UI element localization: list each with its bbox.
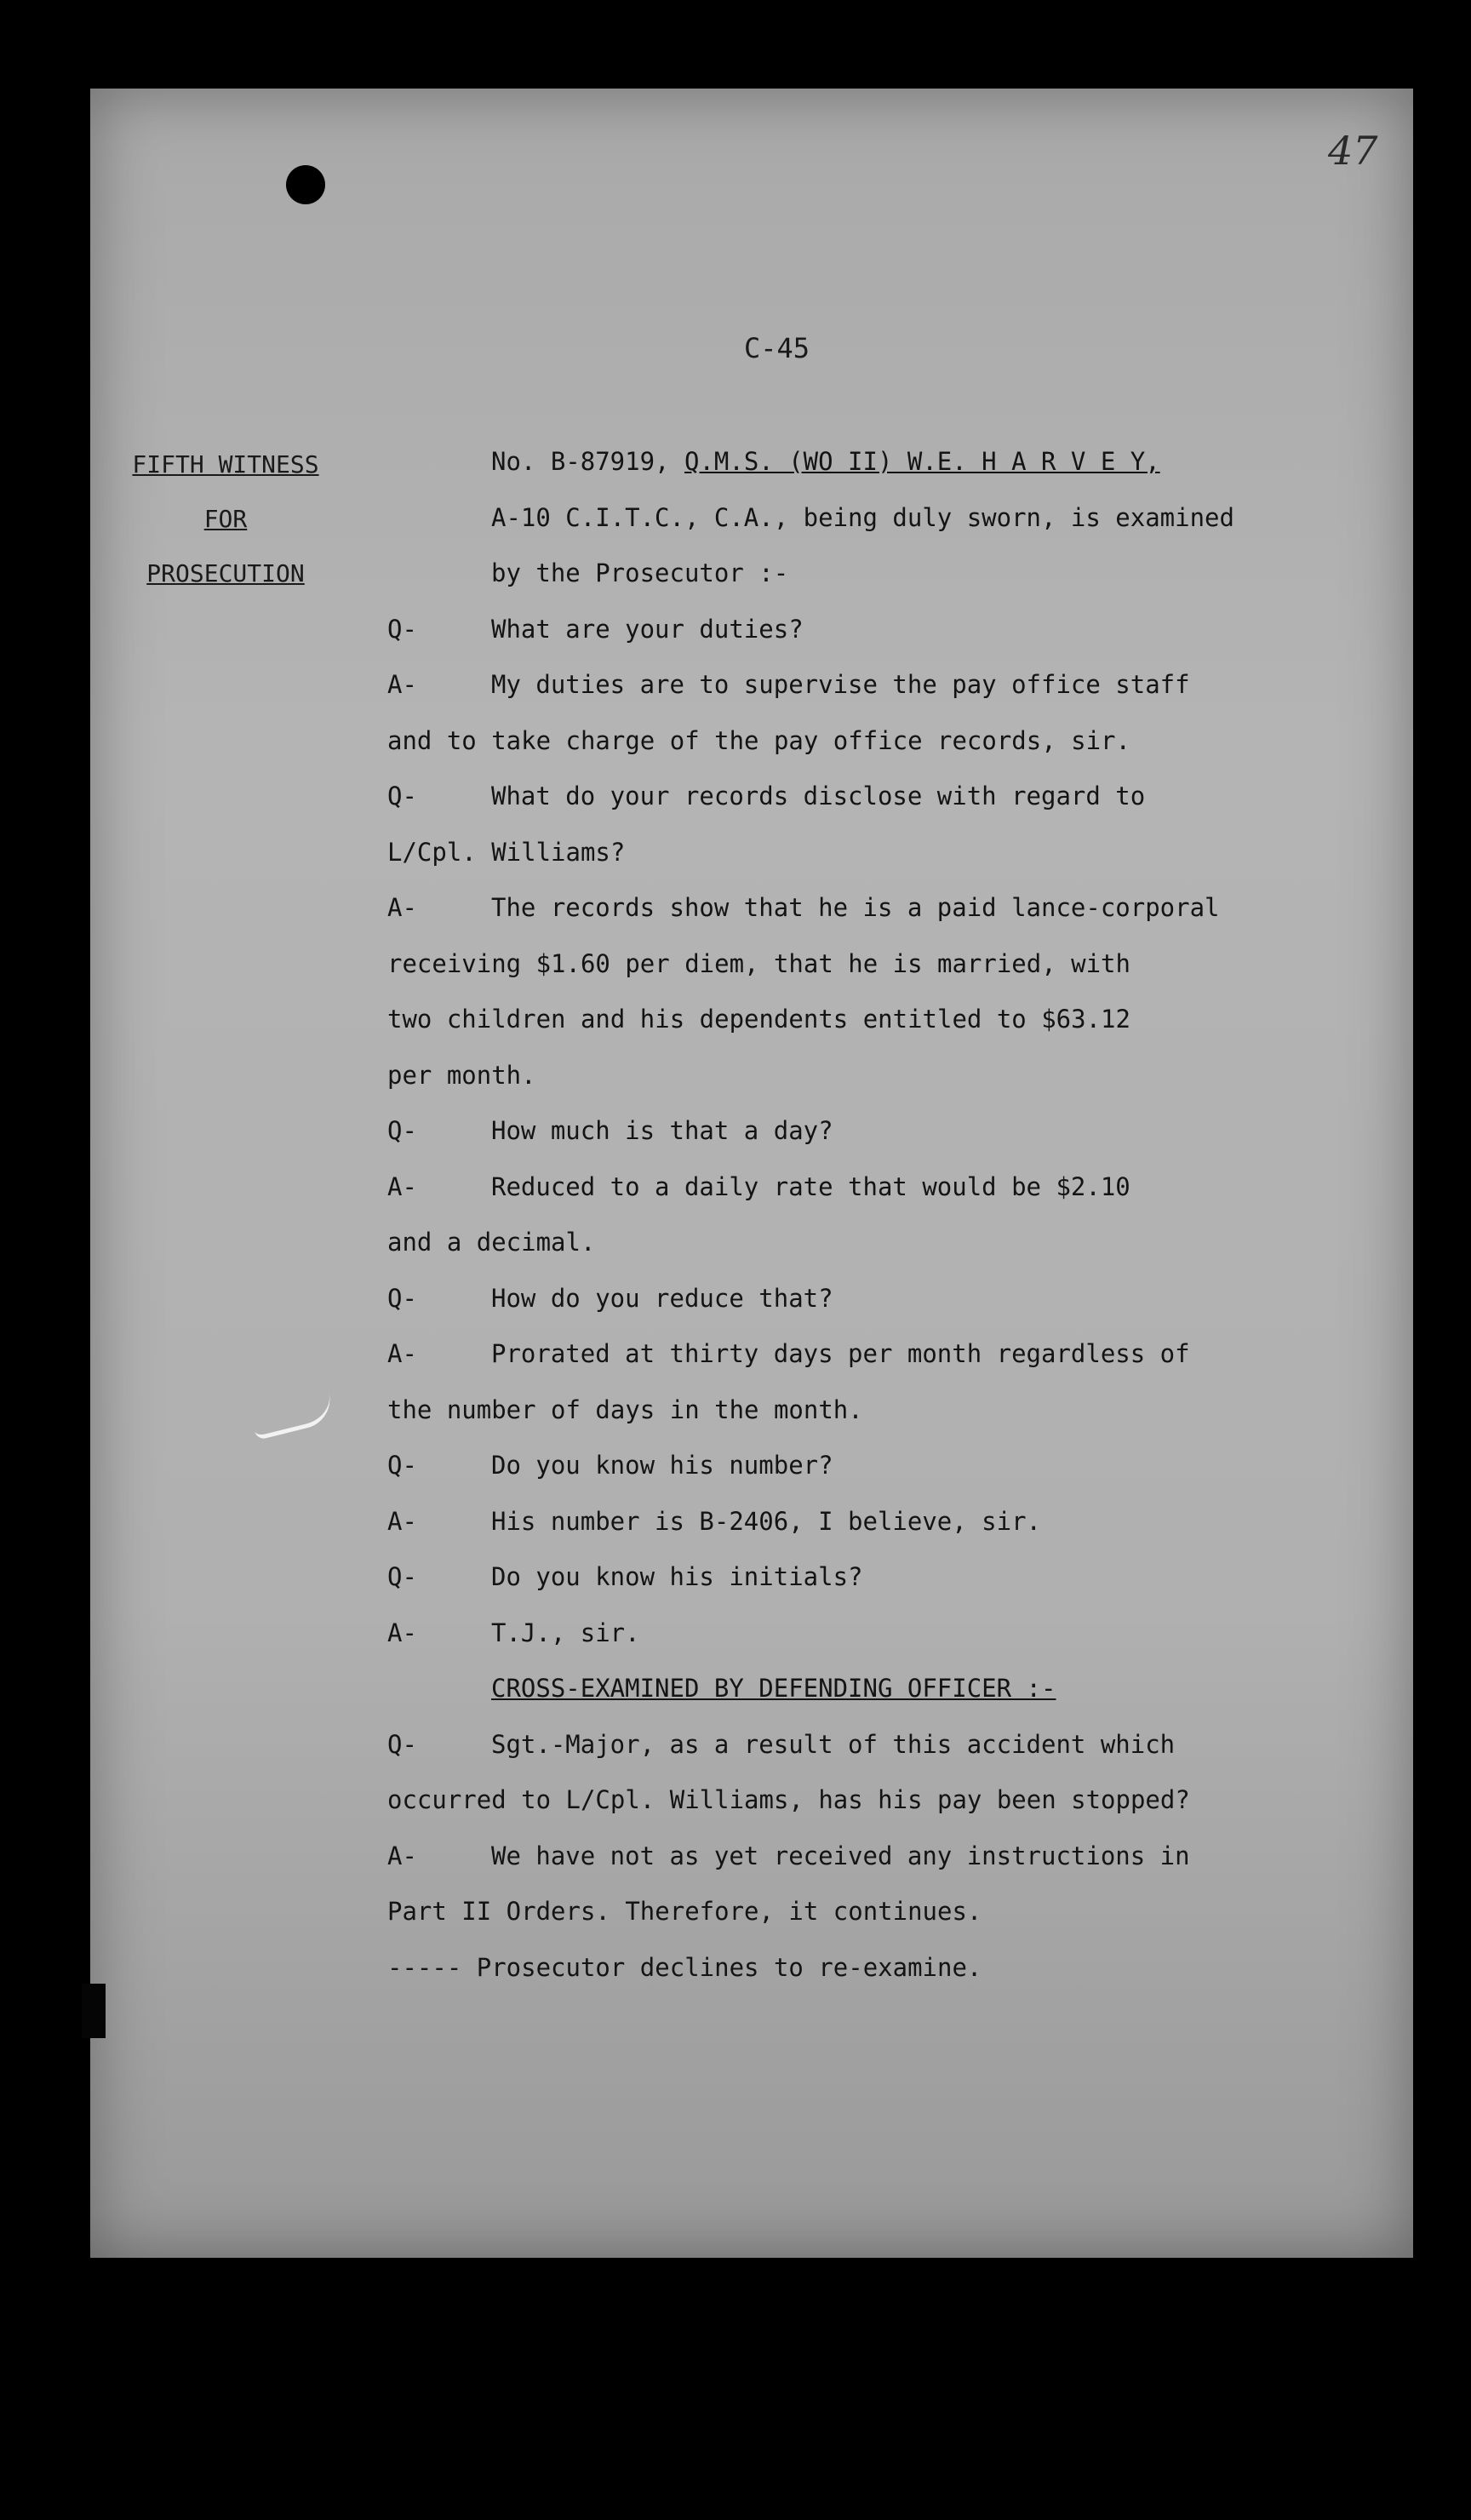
qa-marker: A- (387, 1618, 417, 1647)
margin-heading-line: PROSECUTION (146, 559, 305, 587)
testimony-text: Do you know his number? (491, 1451, 833, 1480)
testimony-text: His number is B-2406, I believe, sir. (491, 1506, 1042, 1536)
margin-heading-line: FOR (203, 505, 248, 533)
testimony-line (387, 1326, 1332, 1383)
testimony-line (387, 1494, 1332, 1550)
testimony-line (387, 713, 1332, 770)
qa-marker: Q- (387, 1729, 417, 1759)
testimony-text: Sgt.-Major, as a result of this accident which (491, 1729, 1176, 1759)
testimony-body (387, 434, 1332, 1996)
testimony-line (387, 825, 1332, 881)
handwritten-page-number: 47 (1328, 128, 1378, 174)
testimony-text: How do you reduce that? (491, 1283, 833, 1313)
qa-marker: A- (387, 893, 417, 922)
qa-marker: Q- (387, 1116, 417, 1145)
qa-marker: A- (387, 1171, 417, 1201)
testimony-line (387, 936, 1332, 993)
cross-examination (387, 1717, 1332, 1940)
testimony-line (387, 1549, 1332, 1606)
testimony-text: T.J., sir. (491, 1618, 640, 1647)
qa-marker: A- (387, 1339, 417, 1368)
testimony-line (387, 657, 1332, 713)
closing-line: ----- Prosecutor declines to re-examine. (387, 1952, 982, 1982)
testimony-line (387, 602, 1332, 658)
direct-examination (387, 602, 1332, 1662)
qa-marker: A- (387, 1841, 417, 1870)
testimony-text: and a decimal. (387, 1228, 596, 1257)
testimony-line (387, 1383, 1332, 1439)
testimony-text: the number of days in the month. (387, 1395, 863, 1424)
testimony-line (387, 880, 1332, 936)
qa-marker: A- (387, 670, 417, 699)
testimony-text: What are your duties? (491, 614, 804, 644)
testimony-text: and to take charge of the pay office records, sir. (387, 725, 1130, 755)
margin-heading (111, 438, 341, 601)
testimony-line (387, 769, 1332, 825)
testimony-line (387, 1606, 1332, 1662)
testimony-line (387, 1048, 1332, 1104)
testimony-line (387, 1829, 1332, 1885)
testimony-line (387, 1160, 1332, 1216)
testimony-line (387, 1215, 1332, 1271)
testimony-line (387, 1103, 1332, 1160)
witness-number: No. B-87919, (491, 447, 684, 476)
witness-unit-line: A-10 C.I.T.C., C.A., being duly sworn, is examined (491, 502, 1234, 532)
qa-marker: Q- (387, 614, 417, 644)
testimony-line (387, 1438, 1332, 1494)
qa-marker: Q- (387, 1451, 417, 1480)
testimony-text: We have not as yet received any instructions in (491, 1841, 1190, 1870)
testimony-line (387, 1717, 1332, 1773)
testimony-text: Prorated at thirty days per month regardless of (491, 1339, 1190, 1368)
testimony-text: occurred to L/Cpl. Williams, has his pay been stopped? (387, 1785, 1190, 1814)
punch-hole (286, 165, 325, 204)
examined-by-line: by the Prosecutor :- (491, 558, 789, 587)
testimony-text: receiving $1.60 per diem, that he is married, with (387, 948, 1130, 978)
testimony-text: Part II Orders. Therefore, it continues. (387, 1897, 982, 1926)
testimony-text: Do you know his initials? (491, 1562, 863, 1591)
testimony-text: What do your records disclose with regard to (491, 782, 1146, 810)
qa-marker: Q- (387, 1283, 417, 1313)
testimony-text: Reduced to a daily rate that would be $2.10 (491, 1171, 1130, 1201)
testimony-text: two children and his dependents entitled to $63.12 (387, 1005, 1130, 1034)
testimony-text: My duties are to supervise the pay office staff (491, 670, 1190, 699)
qa-marker: Q- (387, 782, 417, 810)
testimony-text: L/Cpl. Williams? (387, 837, 626, 867)
testimony-line (387, 992, 1332, 1048)
page-code: C-45 (744, 332, 810, 364)
qa-marker: A- (387, 1506, 417, 1536)
witness-intro-line (387, 434, 1332, 490)
testimony-line (387, 1773, 1332, 1829)
scan-edge-mark (82, 1984, 106, 2038)
testimony-text: per month. (387, 1060, 536, 1090)
testimony-text: The records show that he is a paid lance-corporal (491, 893, 1220, 922)
margin-heading-line: FIFTH WITNESS (132, 450, 319, 478)
testimony-text: How much is that a day? (491, 1116, 833, 1145)
cross-examination-heading: CROSS-EXAMINED BY DEFENDING OFFICER :- (491, 1674, 1056, 1703)
testimony-line (387, 1884, 1332, 1940)
testimony-line (387, 1271, 1332, 1327)
witness-name: Q.M.S. (WO II) W.E. H A R V E Y, (684, 447, 1160, 476)
qa-marker: Q- (387, 1562, 417, 1591)
